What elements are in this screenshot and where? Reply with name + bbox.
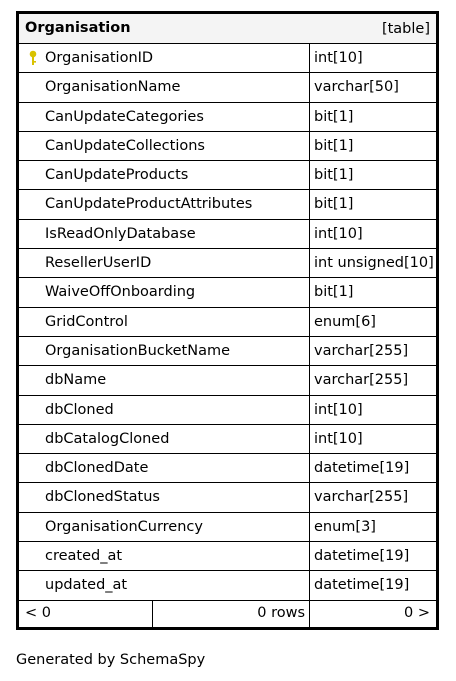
column-name-label: IsReadOnlyDatabase	[45, 225, 196, 242]
footer-next: 0 >	[404, 604, 430, 621]
column-name	[19, 483, 310, 511]
column-name-label: OrganisationID	[45, 50, 154, 66]
column-name	[19, 454, 310, 482]
key-icon	[28, 50, 38, 66]
column-name-label: dbClonedDate	[45, 460, 149, 477]
column-row	[19, 44, 436, 73]
column-name-label: ResellerUserID	[45, 255, 152, 272]
column-type: int unsigned[10]	[314, 255, 434, 272]
column-row	[19, 366, 436, 395]
column-name-label: dbClonedStatus	[45, 489, 160, 506]
column-type: datetime[19]	[314, 548, 410, 565]
column-name-label: updated_at	[45, 577, 128, 594]
column-name-label: dbCatalogCloned	[45, 430, 170, 447]
column-type: datetime[19]	[314, 460, 410, 477]
column-name	[19, 425, 310, 453]
column-type: int[10]	[314, 401, 363, 418]
column-name	[19, 571, 310, 599]
column-name-label: dbCloned	[45, 401, 114, 418]
column-row	[19, 337, 436, 366]
column-name-label: CanUpdateProducts	[45, 167, 189, 184]
column-name-label: created_at	[45, 548, 123, 565]
table-header	[19, 14, 436, 44]
column-name	[19, 513, 310, 541]
column-type: bit[1]	[314, 108, 354, 125]
column-type: enum[6]	[314, 313, 376, 330]
column-name	[19, 161, 310, 189]
column-name	[19, 542, 310, 570]
column-name	[19, 220, 310, 248]
column-row	[19, 132, 436, 161]
column-row	[19, 396, 436, 425]
column-name	[19, 73, 310, 101]
column-name	[19, 366, 310, 394]
column-row	[19, 425, 436, 454]
table-name: Organisation	[25, 20, 131, 36]
generated-by-text: Generated by SchemaSpy	[16, 652, 206, 668]
table-kind: [table]	[381, 21, 430, 37]
column-name-label: OrganisationCurrency	[45, 518, 203, 535]
column-name	[19, 396, 310, 424]
column-row	[19, 73, 436, 102]
column-name-label: GridControl	[45, 313, 128, 330]
column-type: int[10]	[314, 430, 363, 447]
column-name	[19, 249, 310, 277]
column-row	[19, 190, 436, 219]
column-name-label: OrganisationBucketName	[45, 342, 231, 359]
column-name	[19, 278, 310, 306]
column-name-label: OrganisationName	[45, 79, 181, 96]
column-name-label: CanUpdateCategories	[45, 108, 204, 125]
column-type: varchar[255]	[314, 372, 409, 389]
table-footer	[19, 601, 436, 627]
column-type: bit[1]	[314, 167, 354, 184]
column-row	[19, 542, 436, 571]
column-list	[19, 44, 436, 601]
column-row	[19, 571, 436, 600]
column-name	[19, 337, 310, 365]
column-name	[19, 308, 310, 336]
column-type: bit[1]	[314, 137, 354, 154]
schema-table	[16, 11, 439, 630]
column-row	[19, 103, 436, 132]
column-type: bit[1]	[314, 196, 354, 213]
column-row	[19, 513, 436, 542]
column-name-label: WaiveOffOnboarding	[45, 284, 196, 301]
column-type: varchar[50]	[314, 79, 399, 96]
column-name	[19, 190, 310, 218]
footer-row-count: 0 rows	[153, 601, 310, 627]
column-type: bit[1]	[314, 284, 354, 301]
column-row	[19, 249, 436, 278]
column-type: datetime[19]	[314, 577, 410, 594]
column-row	[19, 483, 436, 512]
column-row	[19, 220, 436, 249]
column-type: int[10]	[314, 225, 363, 242]
column-name-label: CanUpdateCollections	[45, 137, 205, 154]
column-name	[19, 44, 310, 72]
column-row	[19, 454, 436, 483]
column-type: varchar[255]	[314, 342, 409, 359]
column-row	[19, 278, 436, 307]
column-row	[19, 308, 436, 337]
column-name	[19, 132, 310, 160]
column-row	[19, 161, 436, 190]
column-type: enum[3]	[314, 518, 376, 535]
column-name-label: dbName	[45, 372, 107, 389]
column-type: varchar[255]	[314, 489, 409, 506]
column-type: int[10]	[314, 50, 363, 66]
column-name	[19, 103, 310, 131]
footer-prev: < 0	[19, 601, 153, 627]
column-name-label: CanUpdateProductAttributes	[45, 196, 253, 213]
